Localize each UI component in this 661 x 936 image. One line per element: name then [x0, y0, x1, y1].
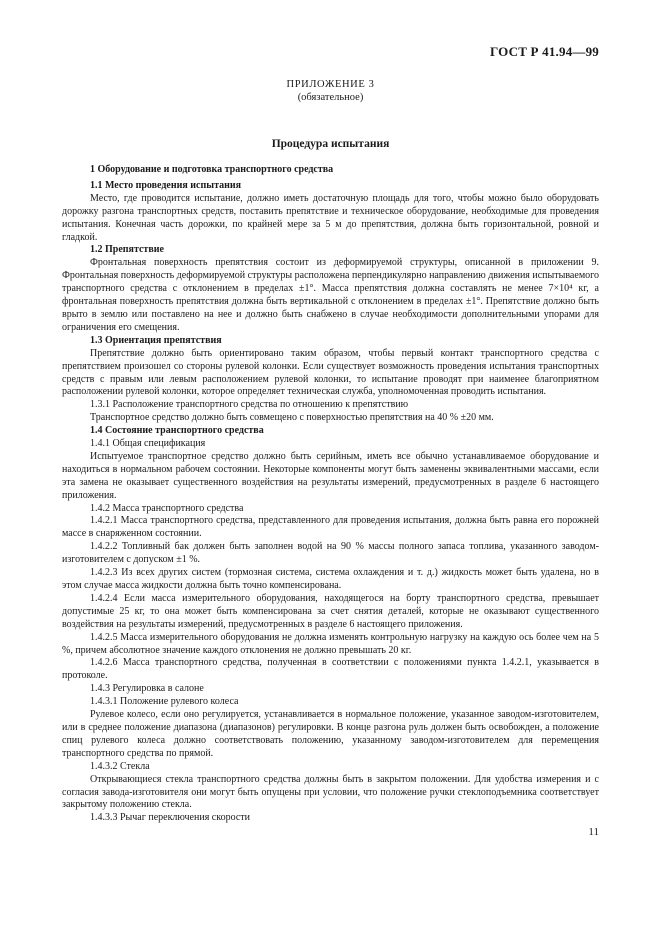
appendix-subtitle: (обязательное) [297, 92, 364, 103]
procedure-title: Процедура испытания [271, 138, 390, 150]
clause-heading: 1.4.3.1 Положение рулевого колеса [90, 696, 239, 708]
paragraph: Испытуемое транспортное средство должно быть серийным, иметь все обычно устанавливаемое оборудование и находиться в нормальном рабочем состоянии. Некоторые компоненты могут быть заменены эквивалентными массами, если эта замена не оказывает существенного воздействия на результаты измерений, предусмотренных в разделе 6 настоящего приложения. [62, 450, 599, 501]
section-heading: 1 Оборудование и подготовка транспортного средства [90, 164, 334, 175]
subsection-heading: 1.1 Место проведения испытания [90, 179, 242, 191]
paragraph: 1.4.2.4 Если масса измерительного оборудования, находящегося на борту транспортного средства, превышает допустимые 25 кг, то она может быть компенсирована за счет снятия деталей, которые не оказывают существенного воздействия на результаты измерений, предусмотренных в разделе 6 настоящего приложения. [62, 592, 599, 630]
paragraph: Рулевое колесо, если оно регулируется, устанавливается в нормальное положение, указанное заводом-изготовителем, или в среднее положение диапазона (диапазонов) регулировки. В конце разгона руль должен быть освобожден, а положение спиц рулевого колеса должно соответствовать положению, указанному заводом-изготовителем для перемещения транспортного средства по прямой. [62, 709, 599, 759]
clause-heading: 1.4.1 Общая спецификация [90, 438, 206, 450]
paragraph: 1.4.2.1 Масса транспортного средства, представленного для проведения испытания, должна быть равна его порожней массе в снаряженном состоянии. [62, 515, 599, 540]
page-number: 11 [588, 826, 599, 838]
paragraph: 1.4.2.2 Топливный бак должен быть заполнен водой на 90 % массы полного запаса топлива, указанного заводом-изготовителем с допуском ±1 %. [62, 541, 599, 566]
clause-heading: 1.3.1 Расположение транспортного средства по отношению к препятствию [90, 399, 409, 411]
document-body [62, 164, 599, 825]
standard-number: ГОСТ Р 41.94—99 [490, 44, 599, 59]
paragraph: Транспортное средство должно быть совмещено с поверхностью препятствия на 40 % ±20 мм. [90, 412, 494, 424]
paragraph: 1.4.2.6 Масса транспортного средства, полученная в соответствии с положениями пункта 1.4.2.1, указывается в протоколе. [62, 657, 599, 682]
paragraph: 1.4.2.3 Из всех других систем (тормозная система, система охлаждения и т. д.) жидкость может быть удалена, но в этом случае масса жидкости должна быть точно компенсирована. [62, 567, 599, 591]
clause-heading: 1.4.2 Масса транспортного средства [90, 502, 244, 514]
clause-heading: 1.4.3 Регулировка в салоне [90, 683, 204, 695]
paragraph: Место, где проводится испытание, должно иметь достаточную площадь для того, чтобы можно было оборудовать дорожку разгона транспортных средств, поставить препятствие и техническое оборудование, необходимые для проведения испытания. Конечная часть дорожки, по крайней мере за 5 м до препятствия, должна быть горизонтальной, ровной и гладкой. [62, 192, 599, 243]
subsection-heading: 1.3 Ориентация препятствия [90, 334, 222, 346]
paragraph: 1.4.2.5 Масса измерительного оборудования не должна изменять контрольную нагрузку на каждую ось более чем на 5 %, причем абсолютное значение каждого отклонения не должно превышать 20 кг. [62, 631, 599, 656]
clause-heading: 1.4.3.3 Рычаг переключения скорости [90, 812, 250, 824]
paragraph: Фронтальная поверхность препятствия состоит из деформируемой структуры, описанной в приложении 9. Фронтальная поверхность деформируемой структуры расположена перпендикулярно направлению движения испытываемого транспортного средства с отклонением в пределах ±1°. Масса препятствия должна составлять не менее 7×10⁴ кг, а фронтальная поверхность препятствия должна быть вертикальной с отклонением в пределах ±1°. Препятствие должно быть врыто в землю или поставлено на нее и должно быть снабжено в случае необходимости дополнительными упорами для ограничения его смещения. [62, 257, 599, 333]
subsection-heading: 1.4 Состояние транспортного средства [90, 425, 264, 437]
subsection-heading: 1.2 Препятствие [90, 244, 164, 256]
paragraph: Препятствие должно быть ориентировано таким образом, чтобы первый контакт транспортного средства с препятствием произошел со стороны рулевой колонки. Если существует возможность проведения испытания транспортных средств с правым или левым расположением рулевой колонки, то испытание проводят при наименее благоприятном расположении рулевой колонки, которое определяет техническая служба, уполномоченная проводить испытания. [62, 347, 599, 398]
paragraph: Открывающиеся стекла транспортного средства должны быть в закрытом положении. Для удобства измерения и с согласия завода-изготовителя они могут быть опущены при условии, что положение ручки стеклоподъемника соответствует закрытому положению стекла. [62, 773, 599, 811]
clause-heading: 1.4.3.2 Стекла [90, 760, 150, 772]
appendix-title: ПРИЛОЖЕНИЕ 3 [286, 79, 375, 90]
